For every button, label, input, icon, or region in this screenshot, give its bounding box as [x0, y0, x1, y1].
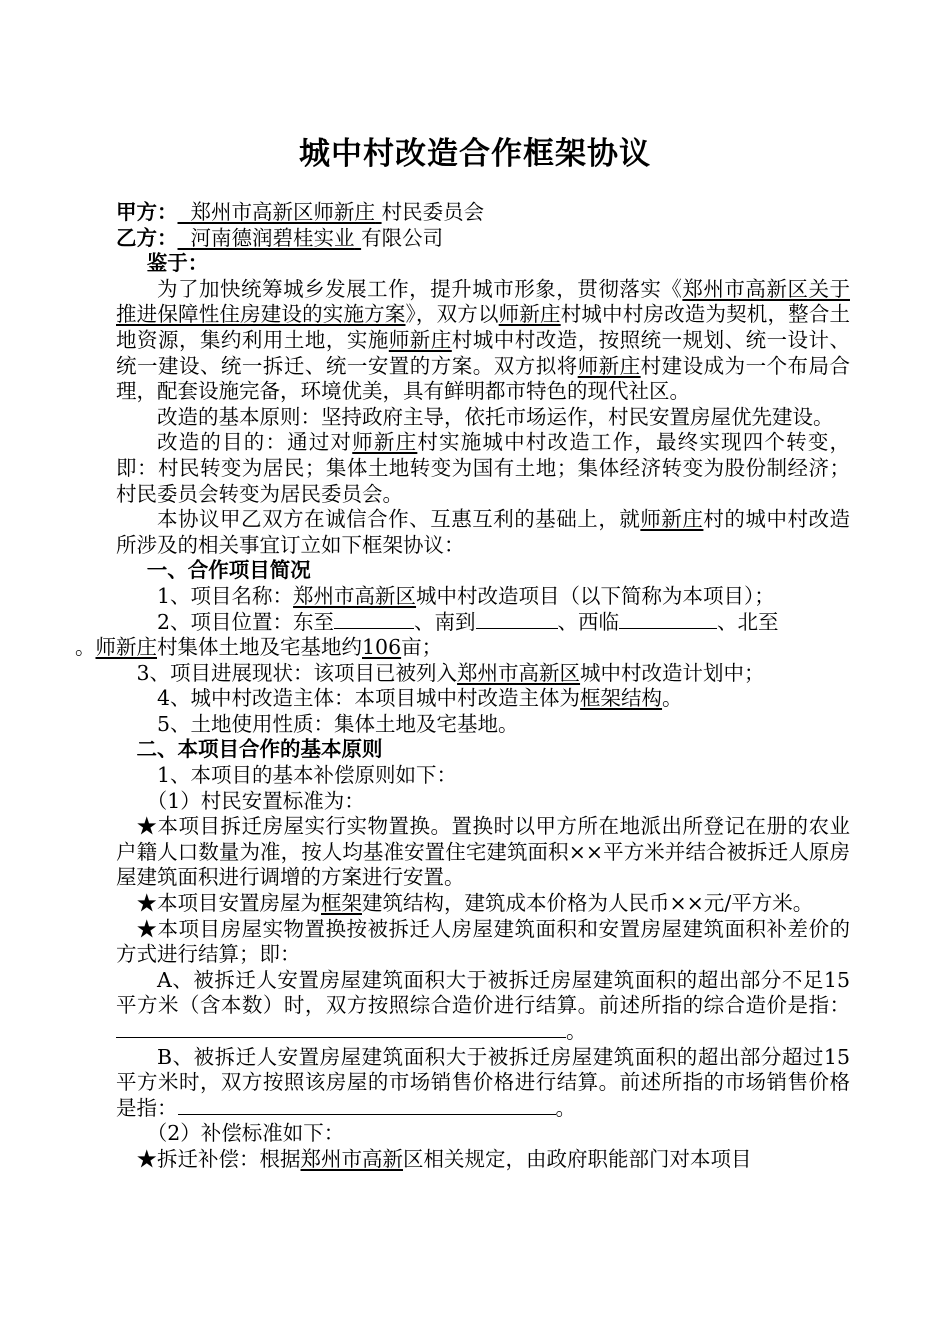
section-2-item-1: 1、本项目的基本补偿原则如下：	[157, 763, 458, 788]
party-a-line	[116, 200, 850, 226]
composite-cost-blank	[116, 1019, 566, 1038]
party-a-label: 甲方：	[116, 200, 178, 224]
whereas-heading: 鉴于：	[146, 251, 209, 276]
section-1-item-1: 1、项目名称：郑州市高新区城中村改造项目（以下简称为本项目）；	[157, 583, 775, 608]
market-price-blank	[178, 1096, 556, 1115]
section-2-clause-a: A、被拆迁人安置房屋建筑面积大于被拆迁房屋建筑面积的超出部分不足15平方米（含本数）时，双方按照综合造价进行结算。前述所指的综合造价是指：。	[116, 967, 850, 1043]
party-a-name: 郑州市高新区师新庄	[190, 200, 376, 224]
document-title: 城中村改造合作框架协议	[299, 136, 651, 172]
document-body	[75, 200, 851, 1173]
party-b-suffix: 有限公司	[361, 225, 444, 250]
section-2-star-2: ★本项目安置房屋为框架建筑结构，建筑成本价格为人民币××元/平方米。	[136, 891, 814, 916]
section-2-sub-2: （2）补偿标准如下：	[146, 1121, 345, 1146]
section-2-star-3: ★本项目房屋实物置换按被拆迁人房屋建筑面积和安置房屋建筑面积补差价的方式进行结算；即：	[116, 916, 850, 967]
party-b-line	[116, 226, 850, 252]
section-1-item-3: 3、项目进展现状：该项目已被列入郑州市高新区城中村改造计划中；	[136, 660, 765, 685]
west-boundary-blank	[619, 610, 717, 629]
section-1-heading: 一、合作项目简况	[146, 558, 311, 583]
preamble-paragraph-4: 本协议甲乙双方在诚信合作、互惠互利的基础上，就师新庄村的城中村改造所涉及的相关事宜订立如下框架协议：	[116, 507, 850, 557]
section-1-item-4: 4、城中村改造主体：本项目城中村改造主体为框架结构。	[157, 686, 683, 711]
party-b-label: 乙方：	[116, 225, 178, 250]
section-2-star-1: ★本项目拆迁房屋实行实物置换。置换时以甲方所在地派出所登记在册的农业户籍人口数量为准，按人均基准安置住宅建筑面积××平方米并结合被拆迁人原房屋建筑面积进行调增的方案进行安置。	[116, 814, 850, 890]
section-2-heading: 二、本项目合作的基本原则	[136, 737, 383, 762]
party-a-suffix: 村民委员会	[381, 200, 485, 224]
preamble-paragraph-3: 改造的目的：通过对师新庄村实施城中村改造工作，最终实现四个转变，即：村民转变为居民；集体土地转变为国有土地；集体经济转变为股份制经济；村民委员会转变为居民委员会。	[116, 430, 851, 506]
party-b-name: 河南德润碧桂实业	[190, 225, 355, 250]
preamble-paragraph-2: 改造的基本原则：坚持政府主导，依托市场运作，村民安置房屋优先建设。	[157, 404, 834, 429]
south-boundary-blank	[476, 610, 558, 629]
section-2-sub-1: （1）村民安置标准为：	[146, 788, 365, 813]
east-boundary-blank	[334, 610, 414, 629]
section-2-clause-b: B、被拆迁人安置房屋建筑面积大于被拆迁房屋建筑面积的超出部分超过15平方米时，双方按照该房屋的市场销售价格进行结算。前述所指的市场销售价格是指： 。	[116, 1044, 850, 1120]
section-1-item-5: 5、土地使用性质：集体土地及宅基地。	[157, 711, 519, 736]
preamble-paragraph-1: 为了加快统筹城乡发展工作，提升城市形象，贯彻落实《郑州市高新区关于推进保障性住房建设的实施方案》，双方以师新庄村城中村房改造为契机，整合土地资源，集约利用土地，实施师新庄村城中村改造，按照统一规划、统一设计、统一建设、统一拆迁、统一安置的方案。双方拟将师新庄村建设成为一个布局合理，配套设施完备，环境优美，具有鲜明都市特色的现代社区。	[116, 276, 851, 404]
section-1-item-2: 2、项目位置：东至 、南到 、西临 、北至 。师新庄村集体土地及宅基地约106亩；	[75, 609, 779, 660]
section-2-star-4: ★拆迁补偿：根据郑州市高新区相关规定，由政府职能部门对本项目	[136, 1146, 752, 1171]
